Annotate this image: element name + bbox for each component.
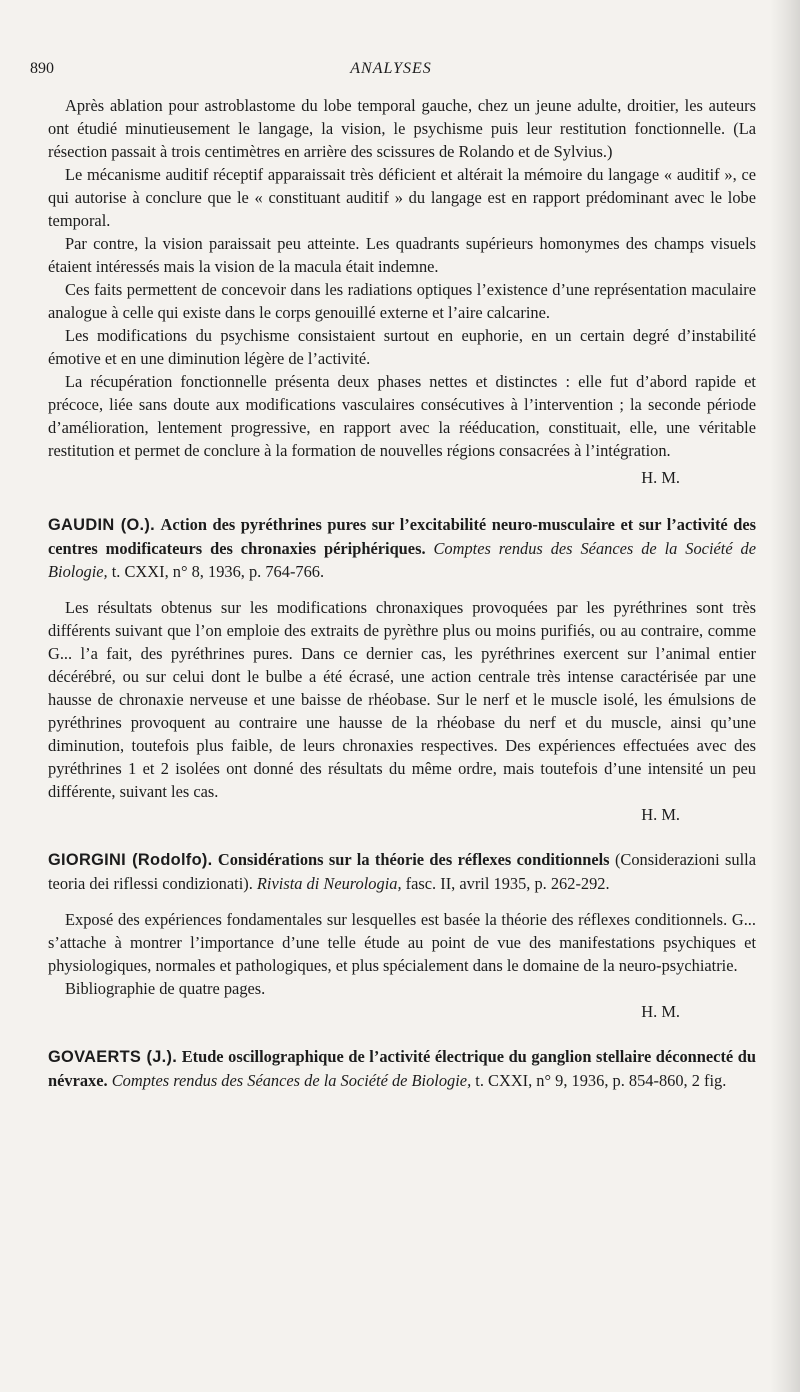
entry-reference: t. CXXI, n° 9, 1936, p. 854-860, 2 fig. bbox=[475, 1071, 727, 1090]
entry-title: Considérations sur la théorie des réflexes conditionnels bbox=[217, 850, 610, 869]
entry-gaudin bbox=[48, 513, 756, 826]
entry-heading bbox=[48, 848, 756, 895]
entry-heading bbox=[48, 1045, 756, 1092]
entry-subtitle: (Considerazioni sulla teoria dei riflessi condizionati). bbox=[48, 850, 756, 893]
entry-title: Etude oscillographique de l’activité électrique du ganglion stellaire déconnecté du névraxe. bbox=[48, 1047, 756, 1090]
entry-author: GAUDIN (O.). bbox=[48, 516, 156, 534]
intro-paragraph: Ces faits permettent de concevoir dans les radiations optiques l’existence d’une représentation maculaire analogue à celle qui existe dans le corps genouillé externe et l’aire calcarine. bbox=[48, 280, 756, 322]
entry-body: Les résultats obtenus sur les modifications chronaxiques provoquées par les pyréthrines sont très différents suivant que l’on emploie des extraits de pyrèthre plus ou moins purifiés, ou au contraire, comme G... l’a fait, des pyréthrines pures. Dans ce dernier cas, les pyréthrines exercent sur l’animal entier décérébré, ou sur celui dont le bulbe a été écrasé, une action centrale très intense caractérisée par une hausse de chronaxie nerveuse et une baisse de rhéobase. Sur le nerf et le muscle isolé, les émulsions de pyréthrines provoquent au contraire une hausse de la rhéobase du nerf et du muscle, ainsi qu’une diminution, toutefois plus faible, de leurs chronaxies respectives. Des expériences effectuées avec des pyréthrines 1 et 2 isolées ont donné des résultats du même ordre, mais toutefois d’une intensité un peu différente, suivant les cas. bbox=[48, 598, 756, 801]
page-content bbox=[48, 94, 756, 1092]
page-edge-shadow bbox=[770, 0, 800, 1392]
intro-paragraph: La récupération fonctionnelle présenta deux phases nettes et distinctes : elle fut d’abord rapide et précoce, liée sans doute aux modifications vasculaires consécutives à l’intervention ; la seconde période d’amélioration, lentement progressive, en rapport avec la rééducation, constituait, elle, une véritable restitution et permet de conclure à la formation de nouvelles régions consacrées à l’intégration. bbox=[48, 372, 756, 460]
entry-source: Rivista di Neurologia, bbox=[256, 874, 402, 893]
entry-giorgini bbox=[48, 848, 756, 1023]
intro-paragraph: Les modifications du psychisme consistaient surtout en euphorie, en un certain degré d’instabilité émotive et en une diminution légère de l’activité. bbox=[48, 326, 756, 368]
entry-reference: t. CXXI, n° 8, 1936, p. 764-766. bbox=[111, 562, 325, 581]
reviewer-signature: H. M. bbox=[641, 1002, 680, 1021]
entry-govaerts bbox=[48, 1045, 756, 1092]
entry-body: Exposé des expériences fondamentales sur lesquelles est basée la théorie des réflexes conditionnels. G... s’attache à montrer l’importance d’une telle étude au point de vue des manifestations psychiques et physiologiques, normales et pathologiques, et plus spécialement dans le domaine de la neuro-psychiatrie. bbox=[48, 910, 756, 975]
entry-author: GOVAERTS (J.). bbox=[48, 1048, 178, 1066]
entry-title: Action des pyréthrines pures sur l’excitabilité neuro-musculaire et sur l’activité des centres modificateurs des chronaxies périphériques. bbox=[48, 515, 757, 558]
page-number: 890 bbox=[30, 60, 54, 77]
running-title: ANALYSES bbox=[350, 60, 432, 77]
intro-paragraph: Après ablation pour astroblastome du lobe temporal gauche, chez un jeune adulte, droitier, les auteurs ont étudié minutieusement le langage, la vision, le psychisme puis leur restitution fonctionnelle. (La résection passait à trois centimètres en arrière des scissures de Rolando et de Sylvius.) bbox=[48, 96, 756, 161]
page-header bbox=[30, 60, 752, 84]
intro-review bbox=[48, 94, 756, 489]
reviewer-signature: H. M. bbox=[641, 468, 680, 487]
entry-author: GIORGINI (Rodolfo). bbox=[48, 851, 213, 869]
entry-source: Comptes rendus des Séances de la Société de Biologie, bbox=[111, 1071, 472, 1090]
entry-reference: fasc. II, avril 1935, p. 262-292. bbox=[405, 874, 610, 893]
entry-source: Comptes rendus des Séances de la Société de Biologie, bbox=[48, 539, 756, 581]
entry-bibliography: Bibliographie de quatre pages. bbox=[65, 979, 266, 998]
reviewer-signature: H. M. bbox=[641, 805, 680, 824]
entry-heading bbox=[48, 513, 756, 583]
intro-paragraph: Le mécanisme auditif réceptif apparaissait très déficient et altérait la mémoire du langage « auditif », ce qui autorise à conclure que le « constituant auditif » du langage est en rapport prédominant avec le lobe temporal. bbox=[48, 165, 756, 230]
intro-paragraph: Par contre, la vision paraissait peu atteinte. Les quadrants supérieurs homonymes des champs visuels étaient intéressés mais la vision de la macula était indemne. bbox=[48, 234, 756, 276]
